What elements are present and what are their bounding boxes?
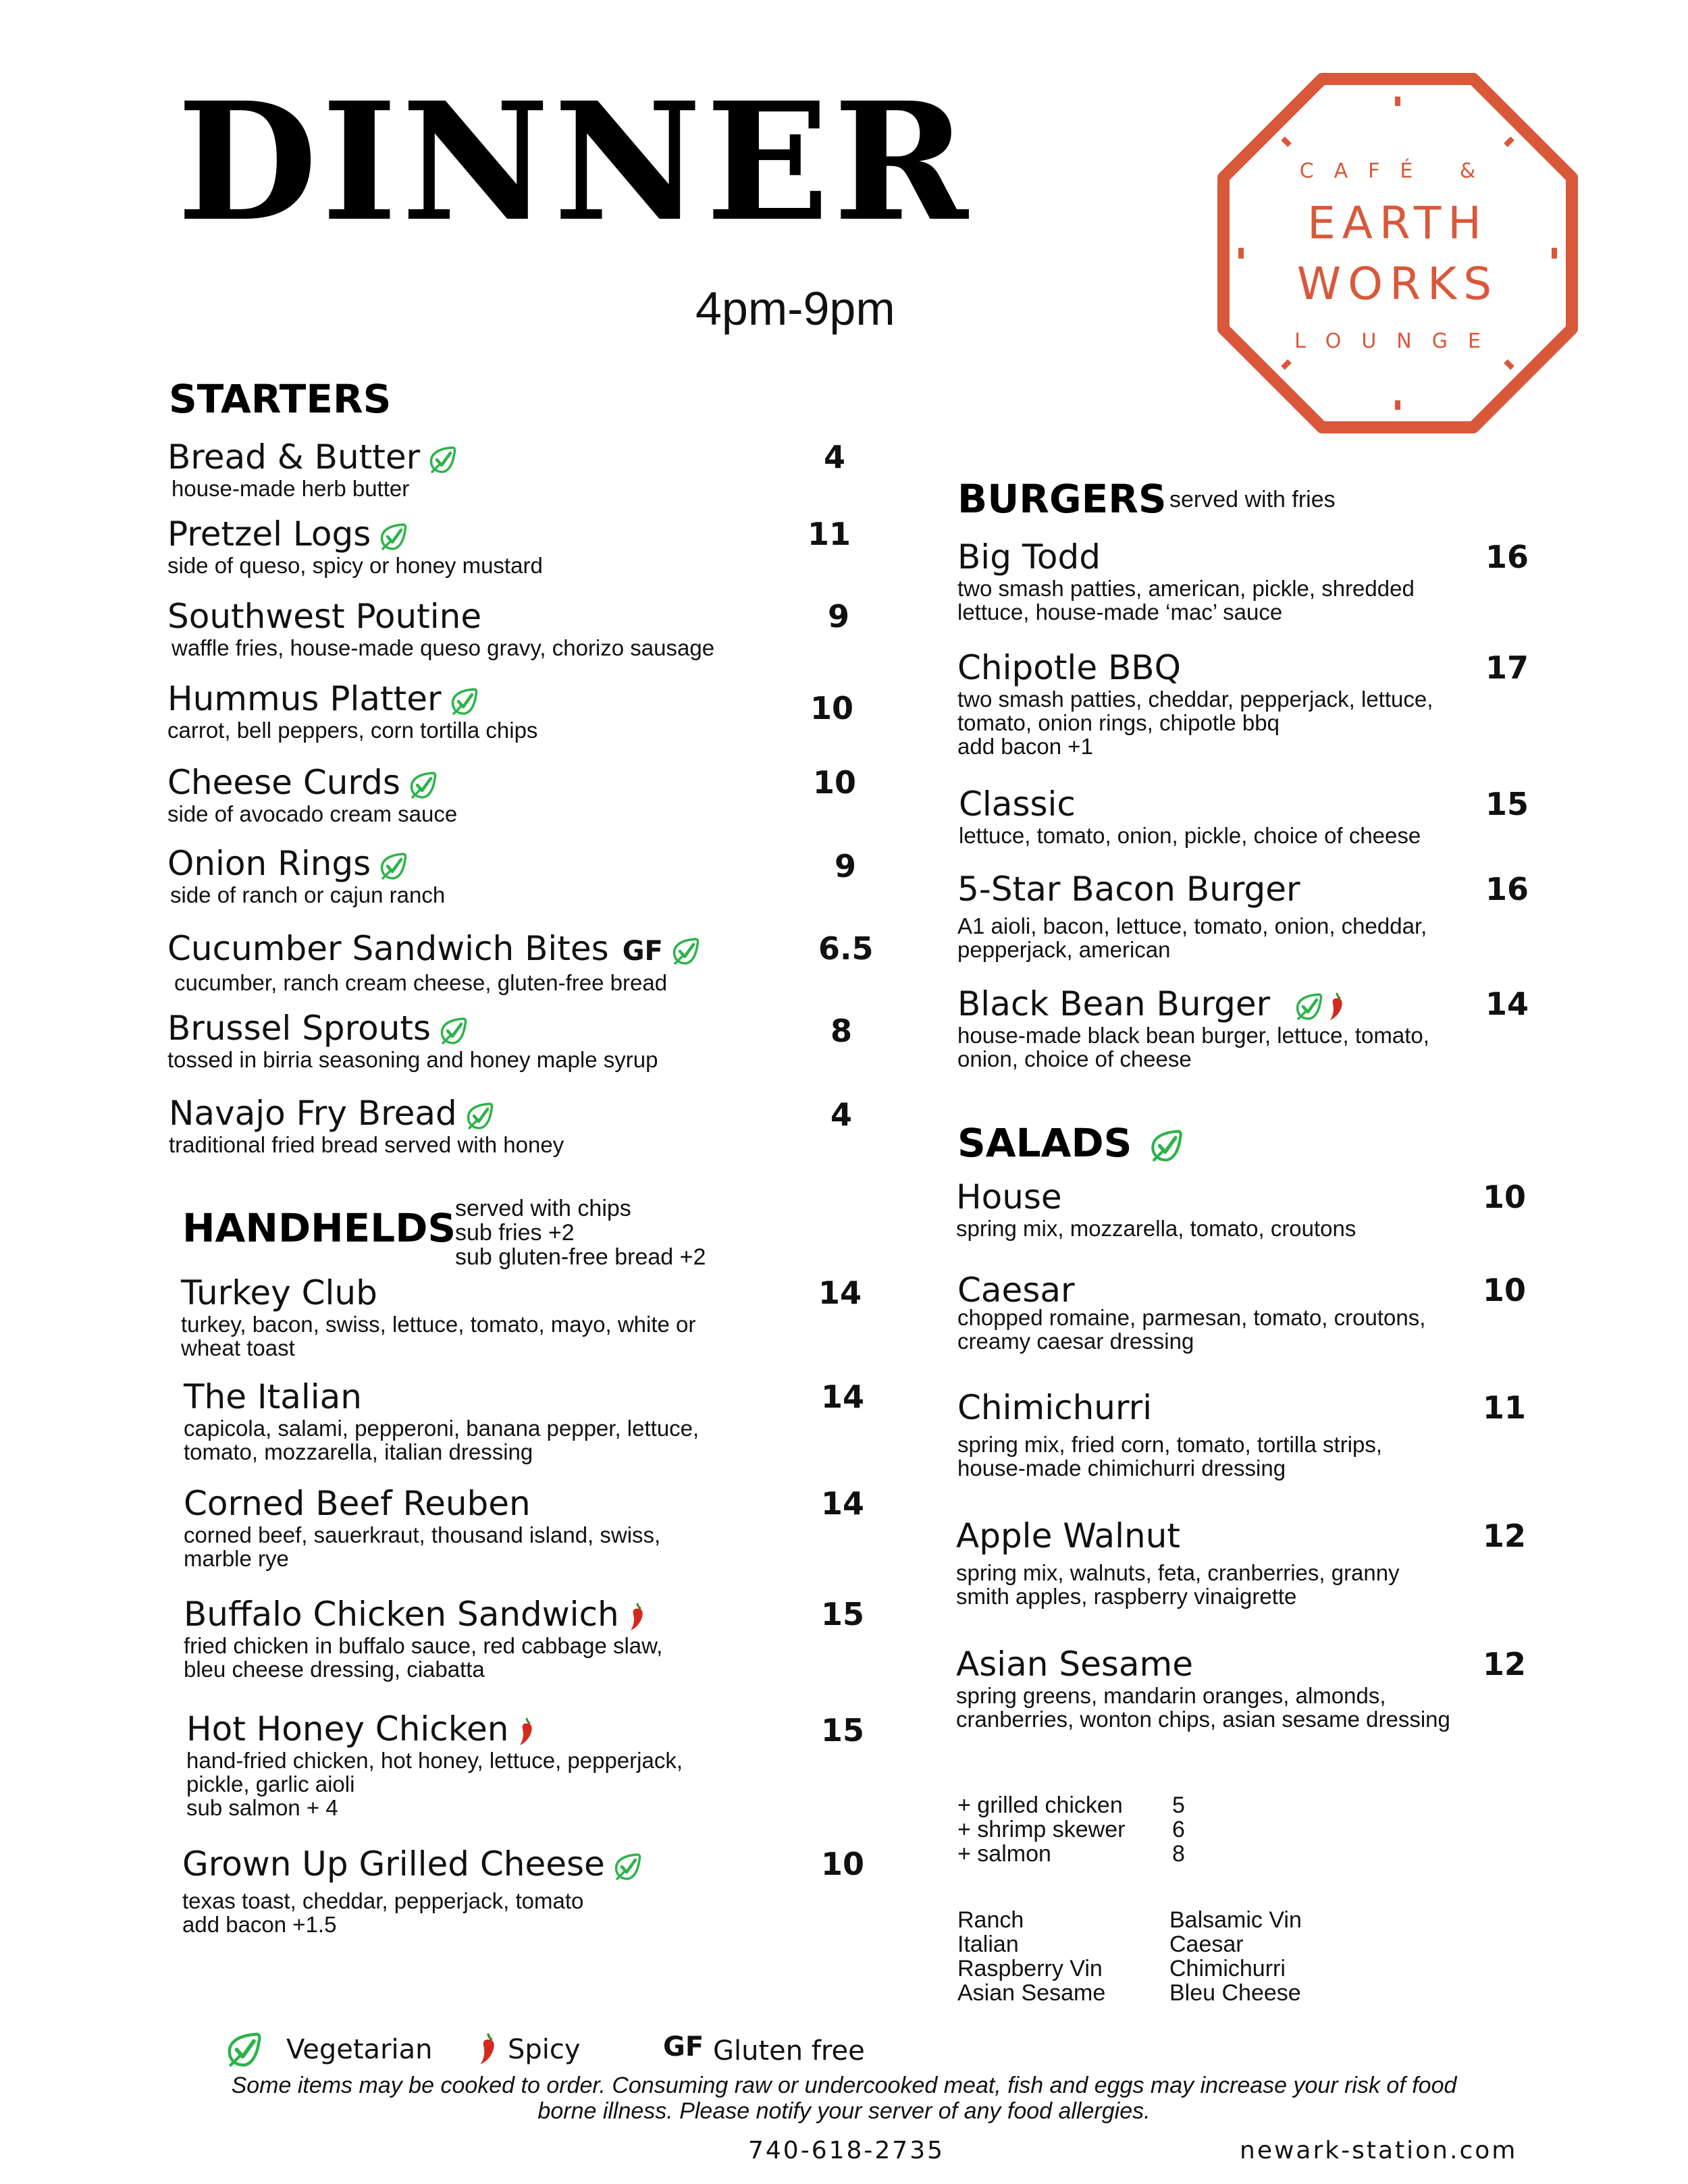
item-desc: chopped romaine, parmesan, tomato, croutons, creamy caesar dressing — [957, 1305, 1426, 1354]
item-desc: hand-fried chicken, hot honey, lettuce, pepperjack, pickle, garlic aioli sub salmon + 4 — [186, 1748, 683, 1820]
item-price: 10 — [810, 690, 854, 726]
item-price: 14 — [818, 1275, 862, 1311]
item-desc: spring mix, walnuts, feta, cranberries, granny smith apples, raspberry vinaigrette — [956, 1560, 1400, 1609]
spicy-icon — [1327, 992, 1347, 1021]
addon-label: + shrimp skewer — [957, 1817, 1126, 1842]
item-name: Turkey Club — [181, 1273, 377, 1312]
item-name: Corned Beef Reuben — [184, 1484, 531, 1523]
item-name: Cheese Curds — [167, 763, 457, 802]
item-name: Apple Walnut — [956, 1516, 1180, 1555]
item-price: 6.5 — [818, 930, 874, 967]
item-desc: spring mix, fried corn, tomato, tortilla strips, house-made chimichurri dressing — [957, 1432, 1383, 1481]
menu-item — [957, 984, 1429, 1071]
item-desc: corned beef, sauerkraut, thousand island, swiss, marble rye — [184, 1522, 661, 1571]
handhelds-heading: HANDHELDS — [182, 1205, 456, 1251]
item-name: House — [956, 1177, 1062, 1217]
addon-label: + grilled chicken — [957, 1792, 1123, 1818]
menu-item — [167, 763, 457, 826]
vegetarian-icon — [1294, 992, 1324, 1021]
vegetarian-icon — [226, 2031, 263, 2069]
item-price: 15 — [1485, 786, 1529, 822]
earthworks-logo — [1215, 71, 1580, 435]
item-name: Chipotle BBQ — [957, 648, 1181, 687]
item-name: Chimichurri — [957, 1388, 1153, 1427]
item-desc: side of ranch or cajun ranch — [170, 882, 446, 907]
item-desc: house-made herb butter — [172, 476, 410, 501]
vegetarian-icon — [428, 445, 458, 475]
item-desc: lettuce, tomato, onion, pickle, choice of cheese — [959, 823, 1421, 848]
item-name: Bread & Butter — [167, 437, 458, 477]
handhelds-note: served with chips sub fries +2 sub gluten-free bread +2 — [455, 1196, 706, 1270]
menu-item — [169, 1094, 564, 1156]
menu-item — [184, 1484, 660, 1570]
item-name: Brussel Sprouts — [167, 1009, 658, 1048]
website: newark-station.com — [1240, 2137, 1518, 2164]
item-desc: spring mix, mozzarella, tomato, croutons — [956, 1216, 1356, 1241]
menu-item — [167, 597, 714, 660]
item-name: Classic — [959, 784, 1076, 824]
dressing-item: Raspberry Vin — [957, 1956, 1103, 1981]
item-price: 14 — [1485, 986, 1529, 1022]
menu-item — [181, 1273, 695, 1360]
starters-heading: STARTERS — [169, 376, 392, 422]
item-desc: waffle fries, house-made queso gravy, chorizo sausage — [172, 635, 715, 660]
item-name: Caesar — [957, 1271, 1075, 1310]
salads-heading: SALADS — [957, 1123, 1184, 1163]
menu-item — [167, 1009, 658, 1071]
menu-item — [184, 1595, 662, 1681]
menu-item — [184, 1377, 699, 1464]
spicy-icon — [477, 2032, 500, 2066]
item-desc: spring greens, mandarin oranges, almonds, cranberries, wonton chips, asian sesame dressing — [956, 1683, 1450, 1732]
addon-price: 5 — [1172, 1792, 1185, 1818]
vegetarian-icon — [408, 770, 438, 800]
addon-price: 6 — [1172, 1817, 1185, 1842]
vegetarian-icon — [450, 687, 479, 716]
menu-item — [957, 1271, 1425, 1353]
item-desc: house-made black bean burger, lettuce, tomato, onion, choice of cheese — [957, 1023, 1429, 1071]
menu-item — [167, 844, 445, 907]
item-desc: fried chicken in buffalo sauce, red cabbage slaw, bleu cheese dressing, ciabatta — [184, 1633, 663, 1682]
dressing-list — [1169, 1908, 1302, 2005]
item-desc: side of avocado cream sauce — [167, 801, 458, 826]
item-desc: capicola, salami, pepperoni, banana pepper, lettuce, tomato, mozzarella, italian dressing — [184, 1416, 700, 1464]
menu-item — [956, 1645, 1450, 1731]
item-price: 11 — [808, 516, 851, 552]
legend-gf-badge: GF — [663, 2031, 704, 2062]
item-price: 4 — [830, 1096, 853, 1133]
menu-item — [167, 437, 458, 500]
item-desc: two smash patties, cheddar, pepperjack, lettuce, tomato, onion rings, chipotle bbq add bacon +1 — [957, 687, 1433, 759]
dressing-item: Caesar — [1169, 1932, 1244, 1957]
vegetarian-icon — [613, 1852, 643, 1882]
item-name: Big Todd — [957, 537, 1101, 577]
addon-price: 8 — [1172, 1841, 1185, 1867]
item-price: 16 — [1485, 871, 1529, 907]
vegetarian-icon — [671, 936, 701, 966]
item-price: 14 — [821, 1485, 865, 1522]
item-price: 11 — [1483, 1389, 1527, 1426]
dressing-item: Bleu Cheese — [1169, 1980, 1301, 2006]
dressing-list — [957, 1908, 1105, 2005]
item-name: 5-Star Bacon Burger — [957, 870, 1300, 909]
menu-item — [167, 514, 543, 577]
phone-number: 740-618-2735 — [748, 2137, 945, 2164]
item-name: Southwest Poutine — [167, 597, 482, 636]
vegetarian-icon — [439, 1016, 469, 1046]
item-name: Buffalo Chicken Sandwich — [184, 1595, 662, 1634]
logo-top-text: CAFÉ & — [1299, 159, 1496, 183]
item-name: Hummus Platter — [167, 679, 537, 718]
item-name: The Italian — [184, 1377, 362, 1416]
item-price: 10 — [813, 764, 857, 801]
item-price: 10 — [821, 1846, 865, 1882]
gluten-free-badge: GF — [622, 935, 663, 967]
item-desc: cucumber, ranch cream cheese, gluten-free bread — [174, 969, 668, 995]
menu-hours: 4pm-9pm — [695, 282, 895, 335]
item-name: Pretzel Logs — [167, 514, 543, 554]
item-price: 9 — [835, 848, 857, 884]
legend-vegetarian: Vegetarian — [286, 2034, 433, 2065]
item-price: 4 — [824, 439, 846, 475]
menu-item — [167, 679, 537, 742]
menu-item — [957, 648, 1433, 758]
salad-addons — [957, 1793, 1125, 1866]
item-name: Navajo Fry Bread — [169, 1094, 564, 1133]
item-desc: tossed in birria seasoning and honey maple syrup — [167, 1047, 658, 1072]
item-price: 15 — [821, 1712, 865, 1749]
dressing-item: Chimichurri — [1169, 1956, 1286, 1981]
item-desc: texas toast, cheddar, pepperjack, tomato add bacon +1.5 — [182, 1888, 584, 1937]
legend-spicy: Spicy — [508, 2034, 581, 2065]
addon-label: + salmon — [957, 1841, 1051, 1867]
item-desc: carrot, bell peppers, corn tortilla chips — [167, 718, 538, 743]
item-name: Grown Up Grilled Cheese — [182, 1844, 643, 1884]
menu-item — [959, 784, 1421, 847]
item-desc: turkey, bacon, swiss, lettuce, tomato, mayo, white or wheat toast — [181, 1312, 696, 1360]
menu-item — [957, 537, 1415, 624]
item-name: Hot Honey Chicken — [186, 1709, 683, 1749]
vegetarian-icon — [1149, 1128, 1184, 1163]
dressing-item: Balsamic Vin — [1169, 1907, 1302, 1933]
logo-line1: EARTH — [1307, 197, 1488, 249]
menu-item — [186, 1709, 683, 1819]
legend-gluten-free: Gluten free — [713, 2035, 865, 2067]
dressing-item: Italian — [957, 1932, 1019, 1957]
vegetarian-icon — [379, 522, 408, 552]
logo-line2: WORKS — [1296, 258, 1499, 310]
item-price: 10 — [1483, 1272, 1527, 1308]
menu-title: DINNER — [177, 67, 972, 257]
menu-item — [957, 870, 1427, 961]
item-price: 16 — [1485, 539, 1529, 575]
item-name: Onion Rings — [167, 844, 445, 883]
item-price: 15 — [821, 1596, 865, 1632]
item-price: 17 — [1485, 649, 1529, 686]
menu-item — [956, 1177, 1356, 1240]
item-price: 8 — [830, 1013, 853, 1049]
dressing-item: Asian Sesame — [957, 1980, 1106, 2006]
spicy-icon — [517, 1717, 537, 1747]
vegetarian-icon — [465, 1101, 495, 1131]
menu-item — [957, 1388, 1382, 1480]
menu-item — [182, 1844, 643, 1936]
item-price: 9 — [828, 598, 850, 635]
item-price: 14 — [821, 1379, 865, 1415]
item-desc: side of queso, spicy or honey mustard — [167, 553, 543, 578]
item-desc: two smash patties, american, pickle, shredded lettuce, house-made ‘mac’ sauce — [957, 576, 1415, 624]
dressing-item: Ranch — [957, 1907, 1024, 1933]
item-name: Black Bean Burger — [957, 984, 1429, 1023]
logo-bottom-text: LOUNGE — [1294, 329, 1501, 353]
burgers-note: served with fries — [1169, 487, 1336, 512]
item-name: Asian Sesame — [956, 1645, 1194, 1684]
item-price: 10 — [1483, 1179, 1527, 1215]
item-desc: traditional fried bread served with honey — [169, 1132, 564, 1157]
item-name: Cucumber Sandwich Bites GF — [167, 929, 701, 971]
menu-item — [167, 929, 701, 994]
menu-item — [956, 1516, 1400, 1608]
vegetarian-icon — [379, 851, 408, 881]
item-price: 12 — [1483, 1518, 1527, 1554]
allergy-disclaimer: Some items may be cooked to order. Consuming raw or undercooked meat, fish and eggs may increase your risk of food borne illness. Please notify your server of any food allergies. — [231, 2073, 1457, 2124]
salad-addon-prices — [1172, 1793, 1185, 1866]
spicy-icon — [627, 1602, 648, 1632]
item-price: 12 — [1483, 1646, 1527, 1682]
burgers-heading: BURGERS — [957, 476, 1167, 522]
item-desc: A1 aioli, bacon, lettuce, tomato, onion, cheddar, pepperjack, american — [957, 913, 1427, 962]
